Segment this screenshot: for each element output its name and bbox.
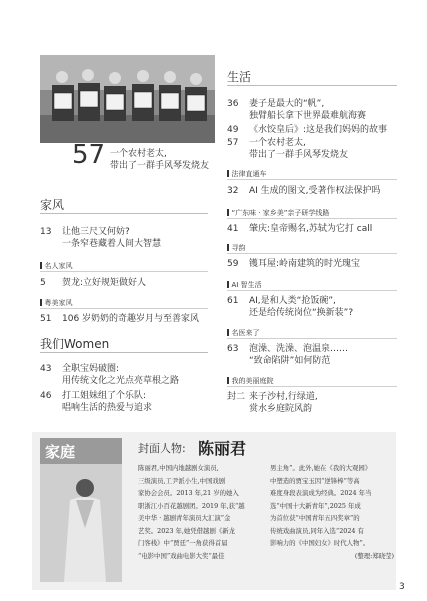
bio-line: 影响力的《中国妇女》时代人物”。	[270, 539, 370, 547]
feature-caption	[110, 148, 209, 172]
bio-column-1	[138, 462, 264, 562]
column-tag	[227, 280, 262, 290]
bio-credit: (整理:郑晓莹)	[354, 551, 394, 560]
bio-line: 陈丽君,中国内地越剧女演员,	[138, 464, 219, 472]
section-divider-women	[40, 352, 208, 353]
cover-image	[40, 438, 122, 582]
section-title-family: 家风	[40, 198, 65, 212]
tag-divider	[227, 218, 397, 219]
toc-entry[interactable]	[227, 98, 402, 122]
toc-entry[interactable]	[40, 277, 215, 289]
entry-page: 49	[227, 125, 239, 135]
bio-column-2	[270, 462, 394, 562]
entry-page: 63	[227, 344, 239, 354]
entry-page: 43	[40, 364, 52, 374]
entry-title: 肇庆:皇帝赐名,苏轼为它打 call	[249, 224, 373, 234]
toc-entry[interactable]	[227, 258, 402, 270]
entry-page: 51	[40, 314, 52, 324]
entry-subtitle: 独臂船长拿下世界最难航海赛	[249, 111, 367, 121]
page-number: 3	[399, 582, 405, 592]
cover-thumbnail	[40, 438, 122, 582]
entry-title: 让他三尺又何妨?	[62, 227, 130, 237]
tag-bar	[227, 209, 229, 216]
column-tag-label: 我的美丽庭院	[231, 377, 274, 385]
toc-entry[interactable]	[227, 185, 402, 197]
column-tag-label: AI 智生活	[231, 281, 262, 289]
bio-line: 职浙江小百花越剧团。2019 年,获“越	[138, 501, 245, 510]
column-tag-label: 名人家风	[44, 262, 73, 270]
tag-divider	[227, 179, 397, 180]
toc-entry[interactable]	[227, 391, 402, 415]
cover-person-label: 封面人物:	[138, 442, 186, 455]
entry-page: 46	[40, 391, 52, 401]
entry-title: 来子沙村,行绿道,	[249, 392, 318, 402]
entry-page: 59	[227, 259, 239, 269]
entry-page: 41	[227, 224, 239, 234]
column-tag	[227, 328, 260, 338]
tag-divider	[40, 308, 208, 309]
cover-person-name: 陈丽君	[198, 439, 247, 458]
column-tag-label: 寻韵	[231, 244, 246, 252]
bio-line: 门客栈》中“贾廷”一角获得首届	[138, 539, 228, 547]
bio-line: 难度身段表演成为经典。2024 年当	[270, 489, 372, 497]
entry-title: 泡澡、洗澡、泡温泉……	[249, 344, 349, 354]
column-tag-label: 法律直通车	[231, 170, 267, 178]
entry-title: 全职宝妈破圈:	[62, 364, 120, 374]
column-tag-label: 名医来了	[231, 329, 260, 337]
entry-page: 57	[227, 138, 239, 148]
entry-title: 贺龙:立好规矩做好人	[62, 278, 147, 288]
column-tag	[227, 376, 274, 386]
toc-entry[interactable]	[40, 363, 215, 387]
column-tag-label: “广东味 · 家乡美”亲子研学线路	[231, 209, 330, 217]
entry-title: 《水饺皇后》:这是我们妈妈的故事	[249, 125, 388, 135]
feature-caption-line2: 带出了一群手风琴发烧友	[110, 161, 210, 171]
column-tag	[40, 298, 73, 308]
section-title-women: 我们Women	[40, 337, 110, 351]
entry-page: 32	[227, 186, 239, 196]
bio-line: 家协会会员。2013 年,21 岁的她入	[138, 489, 239, 497]
bio-line: “电影中国”戏曲电影大奖“最佳	[138, 551, 225, 560]
tag-bar	[227, 244, 229, 251]
tag-divider	[227, 386, 397, 387]
tag-bar	[227, 377, 229, 384]
feature-page-number: 57	[72, 140, 106, 170]
bio-line: 中塑造的贾宝玉因“逆锋棒”等高	[270, 476, 360, 485]
toc-entry[interactable]	[227, 223, 402, 235]
section-divider-family	[40, 213, 208, 214]
entry-page: 封二	[227, 392, 246, 402]
toc-entry[interactable]	[40, 390, 215, 414]
bio-line: 选“中国十大新青年”,2025 年成	[270, 501, 361, 510]
entry-page: 13	[40, 227, 52, 237]
entry-title: AI 生成的图文,受著作权法保护吗	[249, 186, 381, 196]
entry-subtitle: 赏水乡庭院风韵	[249, 404, 313, 414]
bio-line: 三级演员,工尹派小生,中国戏剧	[138, 476, 226, 485]
tag-bar	[40, 262, 42, 269]
section-title-life: 生活	[227, 70, 252, 84]
tag-bar	[40, 299, 42, 306]
entry-page: 36	[227, 99, 239, 109]
bio-line: 传统戏曲演员,同年入选“2024 有	[270, 526, 364, 535]
feature-caption-line1: 一个农村老太,	[110, 149, 167, 159]
entry-title: AI,是和人类“抢饭碗”,	[249, 296, 336, 306]
entry-title: 打工姐妹组了个乐队:	[62, 391, 147, 401]
entry-subtitle: 带出了一群手风琴发烧友	[249, 150, 349, 160]
entry-subtitle: “致命陷阱”如何防范	[249, 356, 331, 366]
column-tag-label: 粤美家风	[44, 299, 73, 307]
column-tag	[227, 208, 329, 218]
entry-title: 106 岁奶奶的奇趣岁月与至善家风	[62, 314, 200, 324]
tag-bar	[227, 281, 229, 288]
entry-title: 妻子是最大的“帆”,	[249, 99, 325, 109]
entry-subtitle: 唱响生活的热爱与追求	[62, 403, 153, 413]
bio-line: 美中华 · 越剧青年演员大汇演”金	[138, 514, 231, 522]
entry-title: 一个农村老太,	[249, 138, 306, 148]
column-tag	[40, 261, 73, 271]
entry-subtitle: 还是给传统岗位“换新装”?	[249, 308, 354, 318]
toc-entry[interactable]	[227, 137, 402, 161]
entry-page: 61	[227, 296, 239, 306]
bio-line: 为首位获“中国青年五四奖章”的	[270, 514, 360, 522]
section-divider-life	[227, 85, 397, 86]
tag-bar	[227, 170, 229, 177]
bio-line: 艺奖。2023 年,她凭借越剧《新龙	[138, 526, 236, 535]
entry-page: 5	[40, 278, 46, 288]
tag-bar	[227, 329, 229, 336]
tag-divider	[227, 338, 397, 339]
toc-entry[interactable]	[227, 295, 402, 319]
column-tag	[227, 169, 267, 179]
tag-divider	[227, 290, 397, 291]
cover-masthead: 家庭	[45, 443, 76, 461]
toc-entry[interactable]	[40, 226, 215, 250]
toc-entry[interactable]	[227, 343, 402, 367]
column-tag	[227, 243, 246, 253]
toc-entry[interactable]	[40, 313, 215, 325]
entry-title: 镬耳屋:岭南建筑的时光瑰宝	[249, 259, 361, 269]
entry-subtitle: 一条窄巷藏着人间大智慧	[62, 239, 162, 249]
entry-subtitle: 用传统文化之光点亮草根之路	[62, 376, 180, 386]
tag-divider	[40, 271, 208, 272]
bio-line: 男主角”。此外,她在《我的大观园》	[270, 464, 372, 472]
toc-entry[interactable]	[227, 124, 402, 136]
tag-divider	[227, 253, 397, 254]
